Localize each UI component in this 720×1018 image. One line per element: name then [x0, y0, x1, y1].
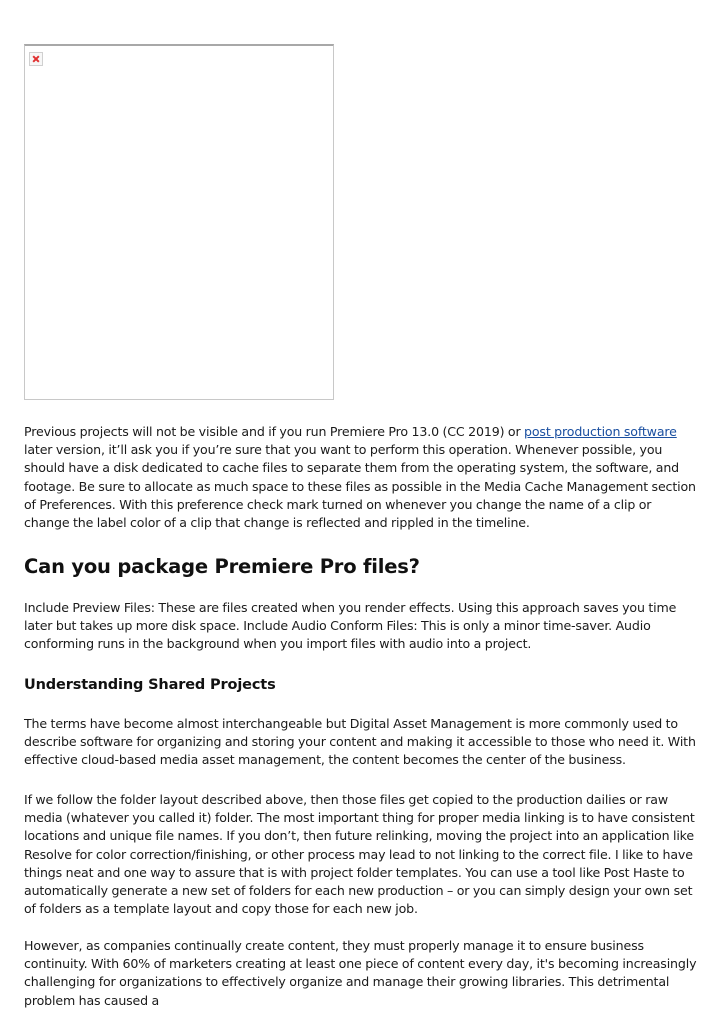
paragraph-folder-layout: If we follow the folder layout described above, then those files get copied to the production dailies or raw media (whatever you called it) folder. The most important thing for proper media linking is to have consistent locations and unique file names. If you don’t, then future relinking, moving the project into an application like Resolve for color correction/finishing, or other process may lead to not linking to the correct file. I like to have things neat and one way to assure that is with project folder templates. You can use a tool like Post Haste to automatically generate a new set of folders for each new production – or you can simply design your own set of folders as a template layout and copy those for each new job.: [24, 792, 695, 917]
post-production-software-link[interactable]: post production software: [524, 424, 677, 439]
broken-image-icon: [29, 52, 43, 66]
paragraph-dam: The terms have become almost interchangeable but Digital Asset Management is more commonly used to describe software for organizing and storing your content and making it accessible to those who need it. With effective cloud-based media asset management, the content becomes the center of the business.: [24, 716, 696, 768]
paragraph-package: Include Preview Files: These are files created when you render effects. Using this approach saves you time later but takes up more disk space. Include Audio Conform Files: This is only a minor time-saver. Audio conforming runs in the background when you import files with audio into a project.: [24, 600, 677, 652]
paragraph-intro-text-end: later version, it’ll ask you if you’re sure that you want to perform this operation. Whenever possible, you should have a disk dedicated to cache files to separate them from the operating system, the software, and footage. Be sure to allocate as much space to these files as possible in the Media Cache Management section of Preferences. With this preference check mark turned on whenever you change the name of a clip or change the label color of a clip that change is reflected and rippled in the timeline.: [24, 442, 696, 531]
section-heading-package: Can you package Premiere Pro files?: [24, 555, 420, 578]
paragraph-intro: [24, 423, 698, 532]
paragraph-companies: However, as companies continually create content, they must properly manage it to ensure business continuity. With 60% of marketers creating at least one piece of content every day, it's becoming increasingly challenging for organizations to effectively organize and manage their growing libraries. This detrimental problem has caused a: [24, 938, 697, 1008]
paragraph-intro-text-start: Previous projects will not be visible and if you run Premiere Pro 13.0 (CC 2019) or: [24, 424, 525, 439]
subheading-shared-projects: Understanding Shared Projects: [24, 677, 276, 693]
broken-image-placeholder: [24, 44, 334, 400]
